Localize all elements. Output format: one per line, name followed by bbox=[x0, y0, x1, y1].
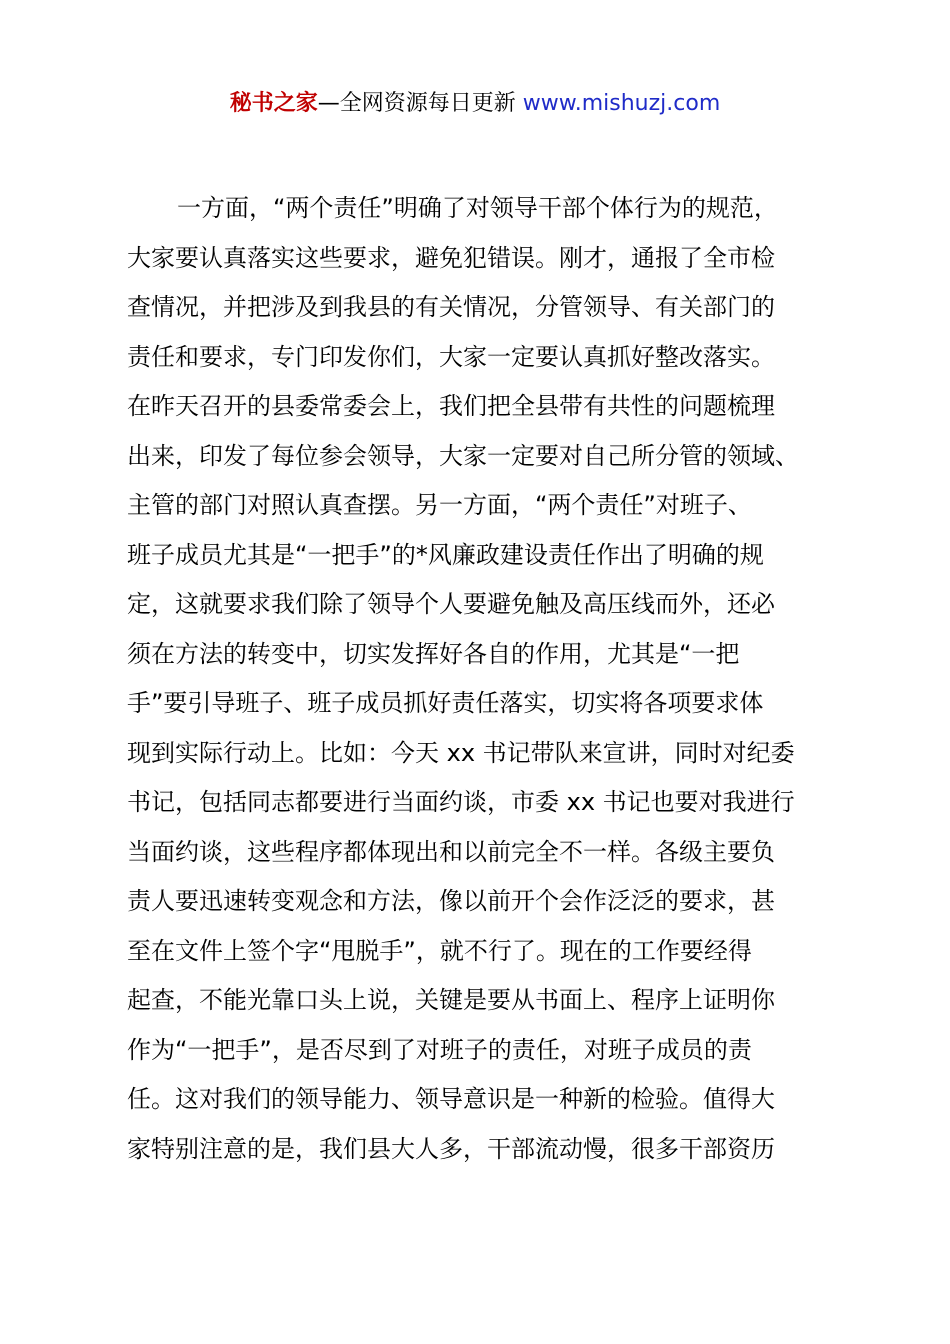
body-line: 书记，包括同志都要进行当面约谈，市委 xx 书记也要对我进行 bbox=[127, 788, 795, 816]
body-line: 查情况，并把涉及到我县的有关情况，分管领导、有关部门的 bbox=[127, 293, 775, 321]
body-line: 当面约谈，这些程序都体现出和以前完全不一样。各级主要负 bbox=[127, 837, 775, 866]
body-line: 现到实际行动上。比如：今天 xx 书记带队来宣讲，同时对纪委 bbox=[127, 738, 795, 767]
brand-name: 秘书之家 bbox=[229, 91, 318, 116]
body-line: 作为“一把手”，是否尽到了对班子的责任，对班子成员的责 bbox=[127, 1035, 752, 1064]
body-line: 至在文件上签个字“甩脱手”，就不行了。现在的工作要经得 bbox=[127, 936, 752, 965]
document-body bbox=[127, 184, 837, 1174]
body-line: 手”要引导班子、班子成员抓好责任落实，切实将各项要求体 bbox=[127, 689, 764, 717]
body-line: 定，这就要求我们除了领导个人要避免触及高压线而外，还必 bbox=[127, 590, 775, 618]
header-slogan: —全网资源每日更新 bbox=[317, 91, 523, 116]
body-line: 责任和要求，专门印发你们，大家一定要认真抓好整改落实。 bbox=[127, 342, 775, 371]
body-line: 责人要迅速转变观念和方法，像以前开个会作泛泛的要求，甚 bbox=[127, 887, 775, 915]
body-line: 主管的部门对照认真查摆。另一方面，“两个责任”对班子、 bbox=[127, 491, 752, 519]
body-line: 须在方法的转变中，切实发挥好各自的作用，尤其是“一把 bbox=[127, 639, 740, 668]
body-line: 家特别注意的是，我们县大人多，干部流动慢，很多干部资历 bbox=[127, 1134, 775, 1163]
body-line: 出来，印发了每位参会领导，大家一定要对自己所分管的领域、 bbox=[127, 441, 799, 470]
body-line: 任。这对我们的领导能力、领导意识是一种新的检验。值得大 bbox=[127, 1085, 775, 1113]
body-line: 一方面，“两个责任”明确了对领导干部个体行为的规范， bbox=[177, 194, 778, 222]
body-line: 起查，不能光靠口头上说，关键是要从书面上、程序上证明你 bbox=[127, 986, 775, 1014]
body-line: 班子成员尤其是“一把手”的*风廉政建设责任作出了明确的规 bbox=[127, 540, 764, 569]
page-header bbox=[0, 88, 950, 120]
body-line: 大家要认真落实这些要求，避免犯错误。刚才，通报了全市检 bbox=[127, 243, 775, 272]
website-link[interactable]: www.mishuzj.com bbox=[522, 91, 721, 116]
body-line: 在昨天召开的县委常委会上，我们把全县带有共性的问题梳理 bbox=[127, 392, 775, 420]
